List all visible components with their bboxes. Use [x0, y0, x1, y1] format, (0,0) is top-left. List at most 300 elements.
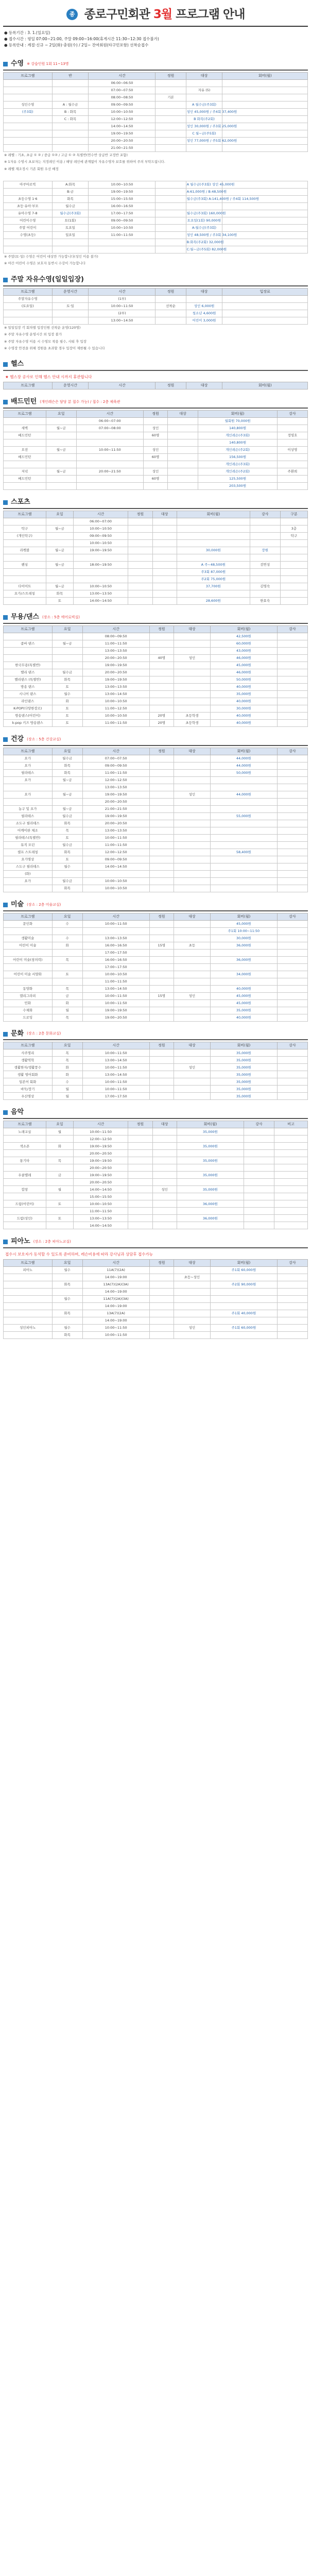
table-cell: 월회원 70,000원 [198, 418, 278, 425]
table-cell: 17:00~17:50 [82, 949, 149, 956]
table-cell: 월수 [52, 690, 82, 698]
table-row [4, 239, 308, 246]
table-cell: C : 화목 [52, 115, 89, 123]
table-cell: 셀프 스트레칭 [4, 849, 53, 856]
column-header: 회비(월) [210, 1259, 277, 1266]
table-cell [4, 1295, 53, 1302]
table-cell: 주3회 87,000원 [177, 568, 250, 575]
table-cell [250, 590, 280, 597]
column-header: 시간 [89, 382, 156, 389]
table-cell [149, 1331, 174, 1338]
column-header: 정원 [149, 1259, 174, 1266]
table-cell [4, 568, 46, 575]
table-cell [46, 1179, 73, 1186]
table-row [4, 640, 308, 647]
table-cell [128, 547, 152, 554]
table-cell: 14:00~19:00 [82, 1274, 149, 1281]
table-cell: 토 [46, 1200, 73, 1208]
table-cell: 11:00~11:50 [82, 719, 149, 726]
table-cell [168, 483, 198, 490]
table-cell: 42,500원 [210, 633, 277, 640]
table-cell [4, 1274, 53, 1281]
table-cell [277, 1064, 307, 1071]
table-row [4, 1164, 308, 1172]
table-cell: 09:00~09:50 [82, 856, 149, 863]
table-cell: 17:00~17:50 [89, 210, 156, 217]
table-cell: 10:00~11:50 [82, 1078, 149, 1086]
table-header-row [4, 1259, 308, 1266]
section-swim-kids [0, 181, 311, 267]
table-cell [152, 1200, 177, 1208]
table-cell [274, 1136, 307, 1143]
table-cell [128, 554, 152, 561]
column-header: 대상 [174, 913, 210, 920]
table-cell [174, 1007, 210, 1014]
table-cell: 주말 어린이 [4, 225, 53, 232]
schedule-table [3, 1259, 308, 1339]
table-row [4, 856, 308, 863]
table-cell: A:화목 [52, 181, 89, 189]
table-row [4, 1310, 308, 1317]
table-cell: 화목 [52, 1331, 82, 1338]
table-cell: 유아수영 7-8 [4, 210, 53, 217]
section-subtitle: (개인레슨은 담당 분 접수 가능) / 접수 : 2층 체육관 [40, 400, 120, 404]
table-row [4, 1193, 308, 1200]
table-cell [222, 144, 308, 151]
table-cell: 10:00~11:50 [82, 999, 149, 1007]
table-cell: 스도구 필라테스 [4, 863, 53, 870]
table-row [4, 1057, 308, 1064]
table-cell [156, 196, 186, 203]
table-cell: 어린이 미술 서양화 [4, 971, 53, 978]
table-cell [76, 476, 143, 483]
table-cell: 생활 영어회화 [4, 1071, 53, 1078]
table-cell [156, 317, 186, 324]
table-row [4, 1093, 308, 1100]
table-cell [277, 1071, 307, 1078]
table-cell [177, 1222, 244, 1229]
table-cell [174, 978, 210, 985]
table-row [4, 849, 308, 856]
table-cell: 화목 [52, 1310, 82, 1317]
section-title: 미술 [11, 900, 24, 908]
column-header: 회비(월) [222, 382, 308, 389]
table-row [4, 1281, 308, 1288]
table-cell: 19:00~19:50 [73, 1172, 128, 1179]
table-cell [73, 568, 128, 575]
table-row [4, 1136, 308, 1143]
column-header: 회비(월) [198, 411, 278, 418]
table-cell [277, 956, 307, 963]
table-cell [46, 439, 76, 447]
table-cell [168, 418, 198, 425]
table-cell: 07:00~07:50 [82, 755, 149, 762]
table-cell [152, 554, 177, 561]
table-row [4, 575, 308, 583]
table-cell: 화목 [52, 820, 82, 827]
table-cell: 성인 45,000원 / 주4회 37,400원 [186, 108, 222, 115]
table-cell [149, 856, 174, 863]
table-cell [277, 1086, 307, 1093]
table-cell [4, 784, 53, 791]
table-row [4, 956, 308, 963]
table-cell [210, 885, 277, 892]
table-cell: 성인 [174, 1324, 210, 1331]
section-title: 문화 [11, 1029, 24, 1038]
table-cell: 방송댄스(어린이) [4, 712, 53, 719]
table-cell: 40,000원 [210, 1014, 277, 1021]
table-cell: 개인레슨(주3회) [198, 461, 278, 468]
table-cell [149, 784, 174, 791]
table-row [4, 425, 308, 432]
table-cell: 월~금 [52, 640, 82, 647]
table-cell: 배드민턴 [4, 432, 46, 439]
table-cell [152, 539, 177, 547]
section-header [3, 498, 308, 509]
table-cell [152, 525, 177, 532]
table-cell [46, 1208, 73, 1215]
table-cell [4, 79, 53, 87]
table-row [4, 418, 308, 425]
column-header: 요일 [46, 411, 76, 418]
table-row [4, 942, 308, 949]
table-cell [4, 575, 46, 583]
table-cell [277, 1078, 307, 1086]
table-cell [82, 870, 149, 877]
table-cell: 37,700원 [177, 583, 250, 590]
table-cell: 배드민턴 [4, 454, 46, 461]
table-cell [4, 87, 53, 94]
table-cell: 10:00~10:50 [82, 885, 149, 892]
table-cell: 성인 30,000원 / 주3회 25,000원 [186, 123, 222, 130]
table-cell: 35,000원 [177, 1186, 244, 1193]
table-cell [174, 877, 210, 885]
table-cell: 20:00~21:50 [76, 468, 143, 476]
column-header: 프로그램 [4, 382, 53, 389]
column-header: 비고 [274, 1121, 307, 1128]
table-cell [149, 769, 174, 776]
table-cell: 19:00~19:50 [82, 791, 149, 798]
section-header [3, 60, 308, 71]
table-cell: 30,000원 [210, 705, 277, 712]
table-cell [277, 849, 307, 856]
table-cell [149, 956, 174, 963]
table-cell: 월수금 [52, 877, 82, 885]
table-cell [277, 640, 307, 647]
table-cell: 08:00~08:50 [89, 94, 156, 101]
table-cell: 10:00~11:50 [76, 447, 143, 454]
table-cell [210, 1288, 277, 1295]
table-cell: 10:00~11:50 [82, 920, 149, 927]
table-cell: 캘리그라피 [4, 992, 53, 999]
table-cell: 40,000원 [210, 712, 277, 719]
table-cell [156, 225, 186, 232]
table-cell [149, 1302, 174, 1310]
table-cell: 탁구 [4, 525, 46, 532]
section-note: ※ 주말(토·일) 수영은 어린이 대상만 가능합니다(성인 이용 불가) [4, 255, 98, 259]
table-cell [274, 1200, 307, 1208]
table-cell [4, 483, 46, 490]
table-cell: 드럼(성인) [4, 1215, 46, 1222]
table-cell [46, 1193, 73, 1200]
table-cell [244, 1193, 274, 1200]
table-cell [149, 812, 174, 820]
section-note: ※ 레벨 재조정시 기존 회원 우선 배정 [4, 166, 59, 171]
table-row [4, 447, 308, 454]
table-cell [174, 834, 210, 841]
table-cell: 수 [52, 920, 82, 927]
table-cell [152, 583, 177, 590]
table-cell: 일본어 회화 [4, 1078, 53, 1086]
table-cell: 우쿨렐레 [4, 1172, 46, 1179]
table-cell: 11A(7)(2A)(3A) [82, 1295, 149, 1302]
column-header: 강사 [244, 1121, 274, 1128]
table-cell [149, 762, 174, 769]
section-note: ※ 야간 어린이 수영은 보호자 동반시 수강이 가능합니다 [4, 261, 86, 266]
table-cell: 수 [52, 1078, 82, 1086]
table-row [4, 935, 308, 942]
table-header-row [4, 625, 308, 633]
table-cell [174, 935, 210, 942]
table-cell [277, 719, 307, 726]
table-cell [186, 144, 222, 151]
table-cell [222, 302, 308, 310]
table-cell [149, 1007, 174, 1014]
table-cell [4, 144, 53, 151]
table-cell [4, 927, 53, 935]
table-row [4, 1208, 308, 1215]
table-cell [152, 1193, 177, 1200]
column-header: 프로그램 [4, 913, 53, 920]
table-cell [174, 1288, 210, 1295]
table-cell: 새벽 [4, 425, 46, 432]
table-cell [52, 647, 82, 654]
table-cell: 월수금(주3회) A:141,400원 / 주4회 114,500원 [186, 196, 222, 203]
table-cell [143, 418, 167, 425]
table-row [4, 985, 308, 992]
table-cell: 12:00~12:50 [82, 776, 149, 784]
table-cell [4, 123, 53, 130]
table-cell [277, 1295, 307, 1302]
column-header: 대상 [174, 1042, 210, 1049]
table-cell [277, 978, 307, 985]
table-cell [46, 476, 76, 483]
table-cell: 13:00~14:50 [82, 690, 149, 698]
table-cell [46, 575, 73, 583]
column-header: 정원 [156, 382, 186, 389]
table-cell: 13A(7)(2A) [82, 1310, 149, 1317]
table-row [4, 532, 308, 539]
table-cell [149, 1281, 174, 1288]
table-cell: 125,500원 [198, 476, 278, 483]
table-cell [222, 210, 308, 217]
table-cell: 화목 [46, 590, 73, 597]
table-row [4, 539, 308, 547]
table-cell [4, 239, 53, 246]
table-row [4, 1222, 308, 1229]
table-cell: 10:00~10:50 [82, 712, 149, 719]
table-cell [177, 525, 250, 532]
table-row [4, 317, 308, 324]
schedule-table [3, 382, 308, 389]
table-cell [277, 949, 307, 956]
table-cell [52, 137, 89, 144]
table-cell: 월 [52, 1093, 82, 1100]
column-header: 시간 [73, 511, 128, 518]
table-row [4, 784, 308, 791]
table-cell: 11:00~11:50 [82, 769, 149, 776]
table-row [4, 568, 308, 575]
section-title: 헬스 [11, 360, 24, 368]
section-note: ※ 레벨 : 기초, 초급 ① ② / 중급 ①② / 고급 ① ② 특별반(연수반 상급반 교정반 포함) [4, 152, 128, 157]
table-header-row [4, 72, 308, 79]
table-cell [280, 547, 307, 554]
table-cell [174, 1086, 210, 1093]
table-cell [177, 532, 250, 539]
table-cell: 라인댄스 [4, 698, 53, 705]
table-cell: 20:00~20:50 [82, 669, 149, 676]
table-cell: 13:00~13:50 [82, 647, 149, 654]
column-header: 대상 [186, 382, 222, 389]
table-row [4, 246, 308, 253]
table-cell [152, 1164, 177, 1172]
table-row [4, 690, 308, 698]
table-cell [4, 418, 46, 425]
table-cell [149, 1071, 174, 1078]
table-cell: 20명 [149, 719, 174, 726]
table-cell: 토(1회) [52, 217, 89, 225]
table-cell [222, 203, 308, 210]
table-cell [222, 295, 308, 302]
table-row [4, 554, 308, 561]
table-cell [222, 87, 308, 94]
table-cell: 07:00~08:00 [76, 425, 143, 432]
column-header: 프로그램 [4, 1042, 53, 1049]
table-row [4, 719, 308, 726]
table-cell: 20:00~20:50 [82, 820, 149, 827]
column-header: 프로그램 [4, 511, 46, 518]
table-cell: 35,000원 [210, 1078, 277, 1086]
table-cell [128, 583, 152, 590]
table-cell [152, 1128, 177, 1136]
table-cell [274, 1179, 307, 1186]
table-cell [156, 79, 186, 87]
table-cell [210, 1295, 277, 1302]
table-cell [52, 949, 82, 956]
table-cell: 주말자유수영 [4, 295, 53, 302]
table-cell [4, 1302, 53, 1310]
table-cell [152, 547, 177, 554]
table-cell: 합창 [4, 1186, 46, 1193]
table-cell [156, 181, 186, 189]
table-cell: 140,800원 [198, 425, 278, 432]
table-cell: 방송 댄스 [4, 683, 53, 690]
table-cell [4, 518, 46, 525]
table-row [4, 476, 308, 483]
table-cell [174, 812, 210, 820]
table-cell: 토요일 [52, 225, 89, 232]
table-cell [46, 532, 73, 539]
table-cell: 화 [46, 1143, 73, 1150]
table-cell: 35,000원 [177, 1172, 244, 1179]
table-cell [149, 1078, 174, 1086]
table-row [4, 805, 308, 812]
schedule-table [3, 1042, 308, 1100]
table-cell: 14:00~14:50 [89, 123, 156, 130]
table-cell [250, 539, 280, 547]
table-cell: A 주~48,500원 [177, 561, 250, 568]
table-cell: 토요일(1회) 90,000원 [186, 217, 222, 225]
table-cell [4, 1288, 53, 1295]
table-cell: 16:00~16:50 [82, 942, 149, 949]
table-cell [222, 217, 308, 225]
table-cell: 14:00~19:00 [82, 1317, 149, 1324]
table-cell [4, 1150, 46, 1157]
table-cell: 19:00~19:50 [73, 1157, 128, 1164]
table-cell [174, 841, 210, 849]
table-cell: 11A(7)(2A) [82, 1266, 149, 1274]
table-cell [244, 1186, 274, 1193]
table-cell [244, 1143, 274, 1150]
table-cell [149, 647, 174, 654]
table-cell [174, 1071, 210, 1078]
table-cell: 필라테스(특별반) [4, 834, 53, 841]
table-row [4, 295, 308, 302]
table-cell: 밸리 댄스 [4, 669, 53, 676]
table-cell [244, 1179, 274, 1186]
table-cell [277, 769, 307, 776]
table-cell: 주1회 60,000원 [210, 1266, 277, 1274]
table-header-row [4, 382, 308, 389]
column-header: 강사 [277, 1042, 307, 1049]
table-cell [277, 1324, 307, 1331]
table-cell: 10:00~11:50 [82, 1324, 149, 1331]
section-header [3, 1030, 308, 1041]
table-cell: 10:00~10:50 [73, 1200, 128, 1208]
table-cell [277, 690, 307, 698]
table-cell [174, 762, 210, 769]
table-cell [280, 597, 307, 604]
table-cell: 09:00~09:50 [89, 217, 156, 225]
table-cell: (1부) [89, 295, 156, 302]
table-cell [4, 137, 53, 144]
info-line: ● 접수시간 : 평일 07:00~21:00, 주말 09:00~16:00(휴게시간 11:30~12:30 접수불가) [4, 36, 159, 41]
table-cell [46, 539, 73, 547]
table-cell [222, 225, 308, 232]
table-cell [277, 985, 307, 992]
column-header: 요일 [52, 1259, 82, 1266]
table-row [4, 101, 308, 108]
table-cell [277, 1331, 307, 1338]
table-cell [174, 683, 210, 690]
table-cell [210, 827, 277, 834]
table-cell: 12:00~12:50 [82, 849, 149, 856]
table-header-row [4, 288, 308, 295]
table-cell [244, 1164, 274, 1172]
table-cell: 월~금 [46, 468, 76, 476]
section-dance [0, 613, 311, 727]
table-cell [128, 539, 152, 547]
table-cell [277, 885, 307, 892]
table-cell [149, 1274, 174, 1281]
table-cell [149, 1064, 174, 1071]
table-cell [177, 518, 250, 525]
table-cell: 드럼(어린이) [4, 1200, 46, 1208]
column-header: 회비(월) [177, 1121, 244, 1128]
table-cell [222, 239, 308, 246]
column-header: 회비(월) [210, 748, 277, 755]
section-bullet-icon [3, 737, 8, 742]
